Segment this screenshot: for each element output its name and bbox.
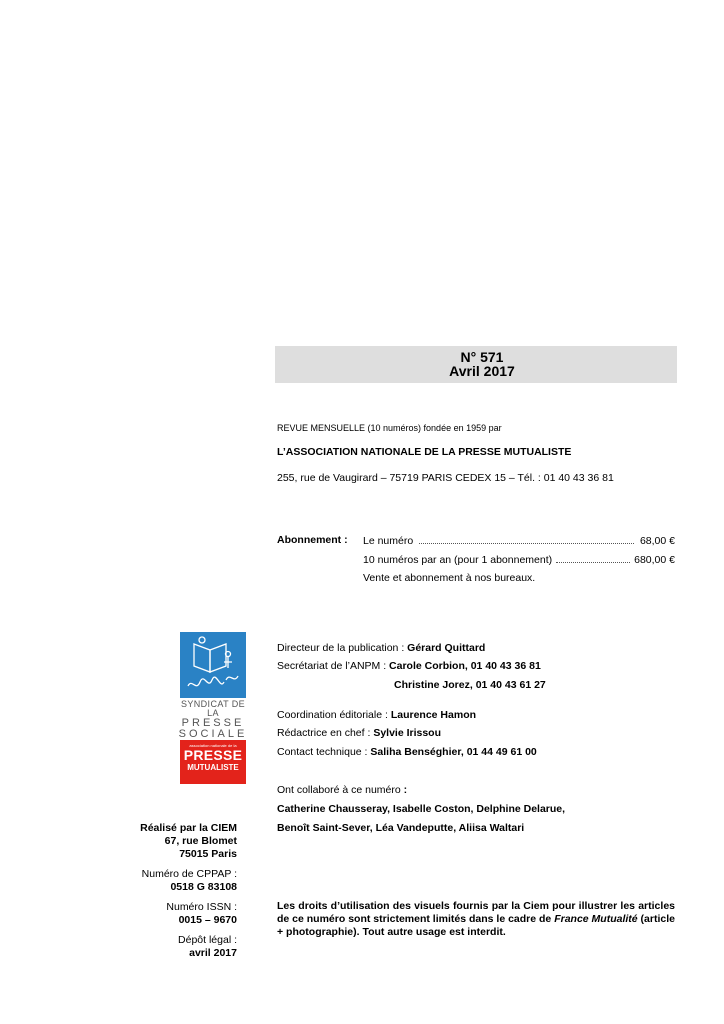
issue-date: Avril 2017: [449, 363, 515, 379]
syndicat-presse-sociale-wordmark: [175, 700, 251, 740]
issue-header: [275, 346, 677, 383]
legal-deposit-label: Dépôt légal :: [178, 934, 237, 946]
secretariat-label: Secrétariat de l’ANPM :: [277, 660, 390, 672]
director-label: Directeur de la publication :: [277, 642, 408, 654]
rights-notice: [277, 900, 675, 939]
association-name: L’ASSOCIATION NATIONALE DE LA PRESSE MUTUALISTE: [277, 446, 572, 458]
tech-contact-label: Contact technique :: [277, 746, 371, 758]
secretariat-line: [277, 660, 541, 672]
sps-line: PRESSE: [181, 717, 245, 729]
imprint-city: 75015 Paris: [179, 848, 237, 860]
pm-word-presse: PRESSE: [183, 747, 243, 763]
contributors-colon: :: [400, 784, 408, 796]
director-line: [277, 642, 485, 654]
coordination-name: Laurence Hamon: [390, 709, 477, 721]
imprint-block: [90, 822, 237, 960]
cppap-label: Numéro de CPPAP :: [141, 868, 237, 880]
sps-line: SYNDICAT DE LA: [180, 699, 246, 718]
cppap-number: 0518 G 83108: [170, 881, 237, 893]
secretariat-contact: Christine Jorez, 01 40 43 61 27: [394, 679, 546, 691]
pm-word-mutualiste: MUTUALISTE: [187, 763, 239, 772]
subscription-item: Le numéro: [363, 535, 414, 547]
director-name: Gérard Quittard: [407, 642, 486, 654]
pm-small-text: association nationale de la: [189, 743, 237, 748]
rights-text: Les droits d’utilisation des visuels fournis par la Ciem pour illustrer les articles de ce numéro sont strictement limités dans le cadre de: [277, 900, 675, 925]
subscription-row: [363, 553, 675, 566]
leader-dots: [419, 534, 634, 544]
subscription-item: 10 numéros par an (pour 1 abonnement): [363, 554, 553, 566]
sps-line: SOCIALE: [178, 728, 248, 740]
subscription-price: 68,00 €: [639, 535, 675, 547]
editor-name: Sylvie Irissou: [373, 727, 442, 739]
coordination-line: [277, 709, 476, 721]
association-address: 255, rue de Vaugirard – 75719 PARIS CEDEX 15 – Tél. : 01 40 43 36 81: [277, 472, 614, 484]
coordination-label: Coordination éditoriale :: [277, 709, 391, 721]
subscription-row: [363, 534, 675, 547]
legal-deposit-date: avril 2017: [189, 947, 237, 959]
imprint-street: 67, rue Blomet: [164, 835, 237, 847]
subscription-label: Abonnement :: [277, 534, 348, 546]
subscription-price: 680,00 €: [634, 554, 675, 566]
editor-label: Rédactrice en chef :: [277, 727, 374, 739]
rights-text: (article + photographie). Tout autre usage est interdit.: [277, 913, 675, 938]
contributors-label: Ont collaboré à ce numéro: [277, 784, 401, 796]
issn-number: 0015 – 9670: [178, 914, 237, 926]
tech-contact-name: Saliha Benséghier, 01 44 49 61 00: [370, 746, 537, 758]
presse-mutualiste-logo: [180, 740, 246, 784]
contributors-names: Benoît Saint-Sever, Léa Vandeputte, Aliisa Waltari: [277, 822, 525, 834]
subscription-note: Vente et abonnement à nos bureaux.: [363, 572, 536, 584]
contributors-names: Catherine Chausseray, Isabelle Coston, Delphine Delarue,: [277, 803, 566, 815]
issue-number: N° 571: [460, 349, 504, 365]
magazine-title: France Mutualité: [554, 913, 638, 925]
tech-contact-line: [277, 746, 537, 758]
issn-label: Numéro ISSN :: [166, 901, 237, 913]
editor-line: [277, 727, 441, 739]
imprint-made-by: Réalisé par la CIEM: [140, 822, 237, 834]
leader-dots: [556, 553, 630, 563]
book-figure-icon: [180, 632, 246, 698]
review-description: REVUE MENSUELLE (10 numéros) fondée en 1959 par: [277, 423, 502, 433]
contributors-heading: [277, 784, 407, 796]
secretariat-contact: Carole Corbion, 01 40 43 36 81: [389, 660, 541, 672]
syndicat-presse-sociale-logo: [180, 632, 246, 698]
